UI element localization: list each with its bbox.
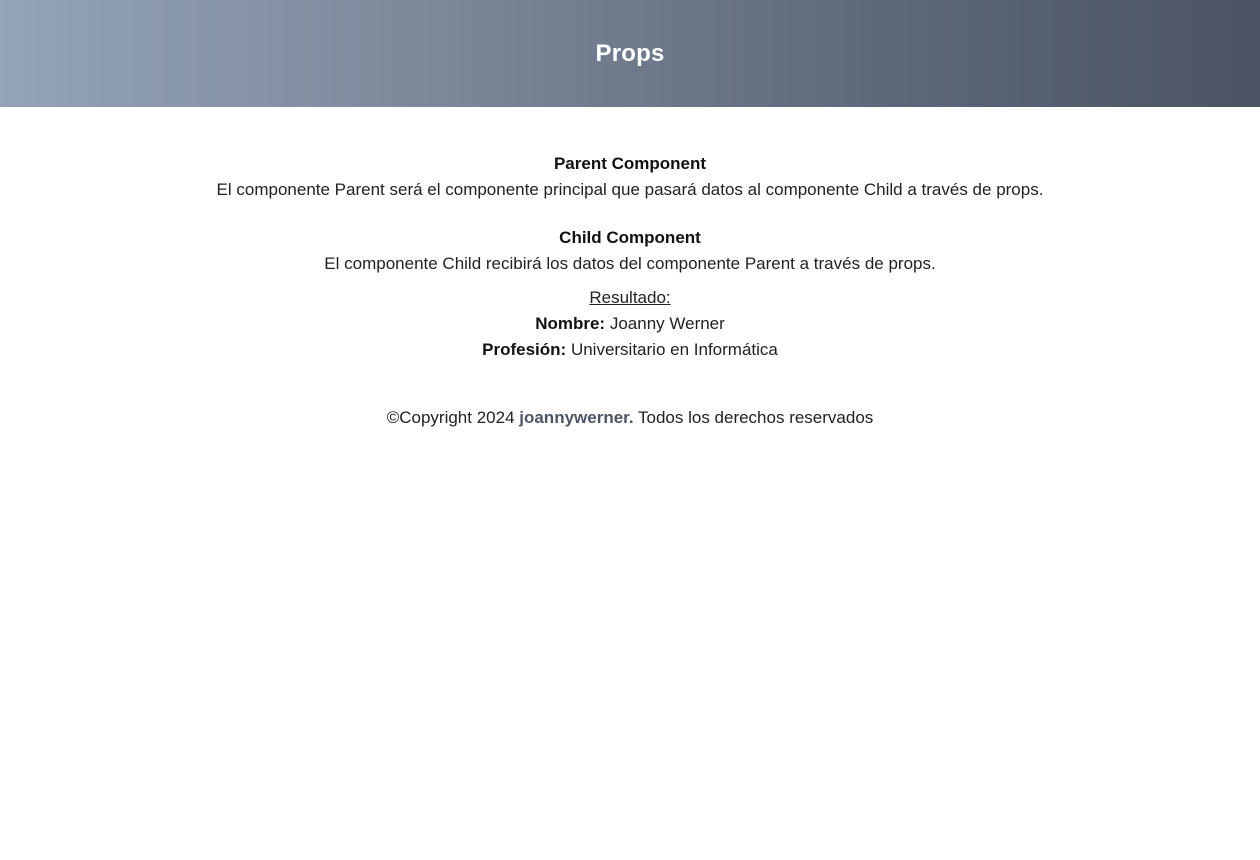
result-name-value: Joanny Werner <box>609 314 725 333</box>
result-name-line <box>0 313 1260 335</box>
footer-copyright-suffix: Todos los derechos reservados <box>633 408 874 427</box>
result-profession-value: Universitario en Informática <box>570 340 778 359</box>
result-profession-label: Profesión: <box>482 340 567 359</box>
page-title: Props <box>595 39 665 67</box>
main-content <box>0 107 1260 361</box>
page-header <box>0 0 1260 107</box>
footer-brand: joannywerner. <box>519 408 634 427</box>
parent-component-section <box>0 153 1260 201</box>
parent-component-title: Parent Component <box>553 154 707 173</box>
result-profession-line <box>0 339 1260 361</box>
result-title: Resultado: <box>589 288 671 307</box>
page-footer <box>0 407 1260 429</box>
parent-component-description: El componente Parent será el componente principal que pasará datos al componente Child a través de props. <box>216 180 1044 199</box>
result-name-label: Nombre: <box>535 314 606 333</box>
child-component-title: Child Component <box>559 228 701 247</box>
child-component-description: El componente Child recibirá los datos del componente Parent a través de props. <box>324 254 936 273</box>
footer-copyright-prefix: ©Copyright 2024 <box>386 408 520 427</box>
result-section <box>0 287 1260 361</box>
child-component-section <box>0 227 1260 275</box>
